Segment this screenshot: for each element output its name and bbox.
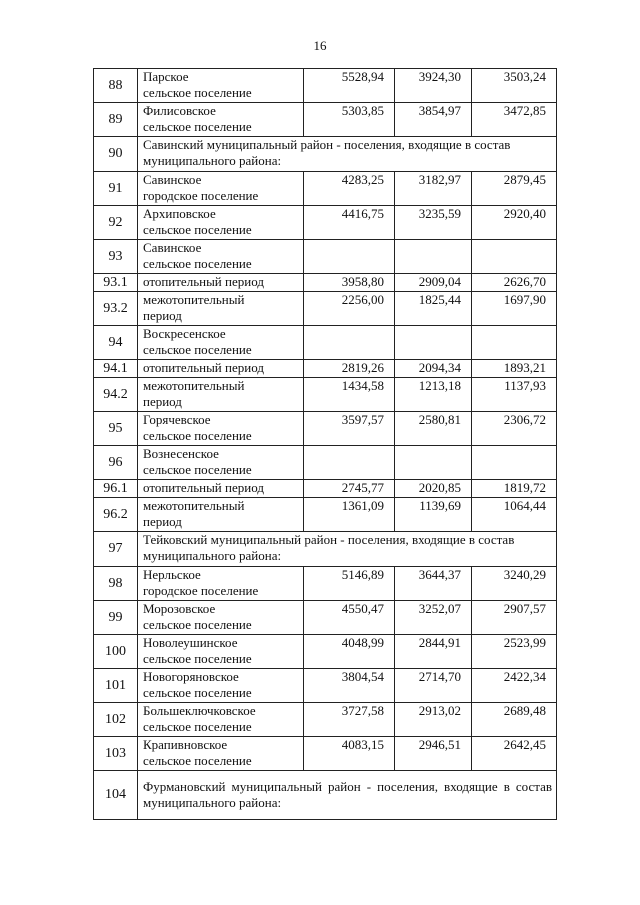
table-row xyxy=(94,103,557,137)
table-row xyxy=(94,292,557,326)
row-number: 99 xyxy=(94,601,138,635)
row-number: 96 xyxy=(94,446,138,480)
value-1: 1361,09 xyxy=(304,498,395,532)
settlement-name: Савинское сельское поселение xyxy=(138,240,304,274)
table-row xyxy=(94,771,557,820)
value-2: 2913,02 xyxy=(395,703,472,737)
settlement-name: Воскресенское сельское поселение xyxy=(138,326,304,360)
value-3: 2879,45 xyxy=(472,172,557,206)
value-2 xyxy=(395,446,472,480)
row-number: 102 xyxy=(94,703,138,737)
value-2: 3252,07 xyxy=(395,601,472,635)
value-1: 5528,94 xyxy=(304,69,395,103)
row-number: 94 xyxy=(94,326,138,360)
table-row xyxy=(94,378,557,412)
table-row xyxy=(94,532,557,567)
value-2: 2844,91 xyxy=(395,635,472,669)
value-1: 3804,54 xyxy=(304,669,395,703)
value-2: 3235,59 xyxy=(395,206,472,240)
value-2 xyxy=(395,240,472,274)
table-row xyxy=(94,737,557,771)
value-1: 4048,99 xyxy=(304,635,395,669)
value-3: 1064,44 xyxy=(472,498,557,532)
value-1: 1434,58 xyxy=(304,378,395,412)
settlement-name: отопительный период xyxy=(138,480,304,498)
value-3: 2689,48 xyxy=(472,703,557,737)
table-row xyxy=(94,635,557,669)
value-1: 3597,57 xyxy=(304,412,395,446)
table-row xyxy=(94,567,557,601)
value-1 xyxy=(304,240,395,274)
value-1: 2745,77 xyxy=(304,480,395,498)
value-3: 1893,21 xyxy=(472,360,557,378)
row-number: 104 xyxy=(94,771,138,820)
settlement-name: межотопительный период xyxy=(138,292,304,326)
value-3: 2626,70 xyxy=(472,274,557,292)
table-row xyxy=(94,412,557,446)
row-number: 93 xyxy=(94,240,138,274)
table-row xyxy=(94,137,557,172)
settlement-name: Нерльское городское поселение xyxy=(138,567,304,601)
value-3 xyxy=(472,240,557,274)
tariff-table xyxy=(93,68,557,820)
value-1: 4283,25 xyxy=(304,172,395,206)
row-number: 96.1 xyxy=(94,480,138,498)
settlement-name: Большеключковское сельское поселение xyxy=(138,703,304,737)
value-3: 1697,90 xyxy=(472,292,557,326)
row-number: 88 xyxy=(94,69,138,103)
row-number: 92 xyxy=(94,206,138,240)
row-number: 89 xyxy=(94,103,138,137)
settlement-name: Филисовское сельское поселение xyxy=(138,103,304,137)
table-row xyxy=(94,703,557,737)
settlement-name: межотопительный период xyxy=(138,498,304,532)
value-1 xyxy=(304,326,395,360)
table-row xyxy=(94,172,557,206)
settlement-name: отопительный период xyxy=(138,360,304,378)
row-number: 93.1 xyxy=(94,274,138,292)
settlement-name: Горячевское сельское поселение xyxy=(138,412,304,446)
settlement-name: межотопительный период xyxy=(138,378,304,412)
settlement-name: Новолеушинское сельское поселение xyxy=(138,635,304,669)
row-number: 93.2 xyxy=(94,292,138,326)
value-1: 3727,58 xyxy=(304,703,395,737)
table-row xyxy=(94,480,557,498)
table-row xyxy=(94,326,557,360)
value-1: 2256,00 xyxy=(304,292,395,326)
district-heading: Фурмановский муниципальный район - поселения, входящие в состав муниципального района: xyxy=(138,771,557,820)
value-2: 1825,44 xyxy=(395,292,472,326)
value-1: 4083,15 xyxy=(304,737,395,771)
settlement-name: Вознесенское сельское поселение xyxy=(138,446,304,480)
row-number: 97 xyxy=(94,532,138,567)
value-1: 2819,26 xyxy=(304,360,395,378)
settlement-name: Крапивновское сельское поселение xyxy=(138,737,304,771)
value-3 xyxy=(472,446,557,480)
value-3 xyxy=(472,326,557,360)
value-1: 5146,89 xyxy=(304,567,395,601)
value-3: 2920,40 xyxy=(472,206,557,240)
settlement-name: Савинское городское поселение xyxy=(138,172,304,206)
value-2: 2714,70 xyxy=(395,669,472,703)
table-row xyxy=(94,669,557,703)
value-3: 3240,29 xyxy=(472,567,557,601)
row-number: 103 xyxy=(94,737,138,771)
row-number: 94.2 xyxy=(94,378,138,412)
settlement-name: отопительный период xyxy=(138,274,304,292)
value-2: 3924,30 xyxy=(395,69,472,103)
row-number: 101 xyxy=(94,669,138,703)
value-3: 1137,93 xyxy=(472,378,557,412)
value-2: 1213,18 xyxy=(395,378,472,412)
value-2: 2946,51 xyxy=(395,737,472,771)
value-3: 2907,57 xyxy=(472,601,557,635)
value-2 xyxy=(395,326,472,360)
row-number: 96.2 xyxy=(94,498,138,532)
table-row xyxy=(94,601,557,635)
table-row xyxy=(94,274,557,292)
table-row xyxy=(94,240,557,274)
value-2: 2580,81 xyxy=(395,412,472,446)
settlement-name: Архиповское сельское поселение xyxy=(138,206,304,240)
value-2: 2909,04 xyxy=(395,274,472,292)
value-2: 2020,85 xyxy=(395,480,472,498)
settlement-name: Парское сельское поселение xyxy=(138,69,304,103)
settlement-name: Морозовское сельское поселение xyxy=(138,601,304,635)
value-3: 1819,72 xyxy=(472,480,557,498)
row-number: 98 xyxy=(94,567,138,601)
value-3: 2642,45 xyxy=(472,737,557,771)
value-1 xyxy=(304,446,395,480)
district-heading: Тейковский муниципальный район - поселения, входящие в состав муниципального района: xyxy=(138,532,557,567)
value-2: 2094,34 xyxy=(395,360,472,378)
value-3: 2422,34 xyxy=(472,669,557,703)
value-3: 3503,24 xyxy=(472,69,557,103)
value-2: 3182,97 xyxy=(395,172,472,206)
row-number: 94.1 xyxy=(94,360,138,378)
row-number: 95 xyxy=(94,412,138,446)
row-number: 91 xyxy=(94,172,138,206)
settlement-name: Новогоряновское сельское поселение xyxy=(138,669,304,703)
table-row xyxy=(94,446,557,480)
table-row xyxy=(94,498,557,532)
value-1: 3958,80 xyxy=(304,274,395,292)
value-3: 2306,72 xyxy=(472,412,557,446)
row-number: 100 xyxy=(94,635,138,669)
value-2: 3644,37 xyxy=(395,567,472,601)
value-1: 4416,75 xyxy=(304,206,395,240)
page-number: 16 xyxy=(313,38,327,53)
table-row xyxy=(94,206,557,240)
value-1: 5303,85 xyxy=(304,103,395,137)
table-row xyxy=(94,360,557,378)
district-heading: Савинский муниципальный район - поселения, входящие в состав муниципального района: xyxy=(138,137,557,172)
value-1: 4550,47 xyxy=(304,601,395,635)
row-number: 90 xyxy=(94,137,138,172)
value-3: 2523,99 xyxy=(472,635,557,669)
value-2: 1139,69 xyxy=(395,498,472,532)
value-2: 3854,97 xyxy=(395,103,472,137)
value-3: 3472,85 xyxy=(472,103,557,137)
table-row xyxy=(94,69,557,103)
